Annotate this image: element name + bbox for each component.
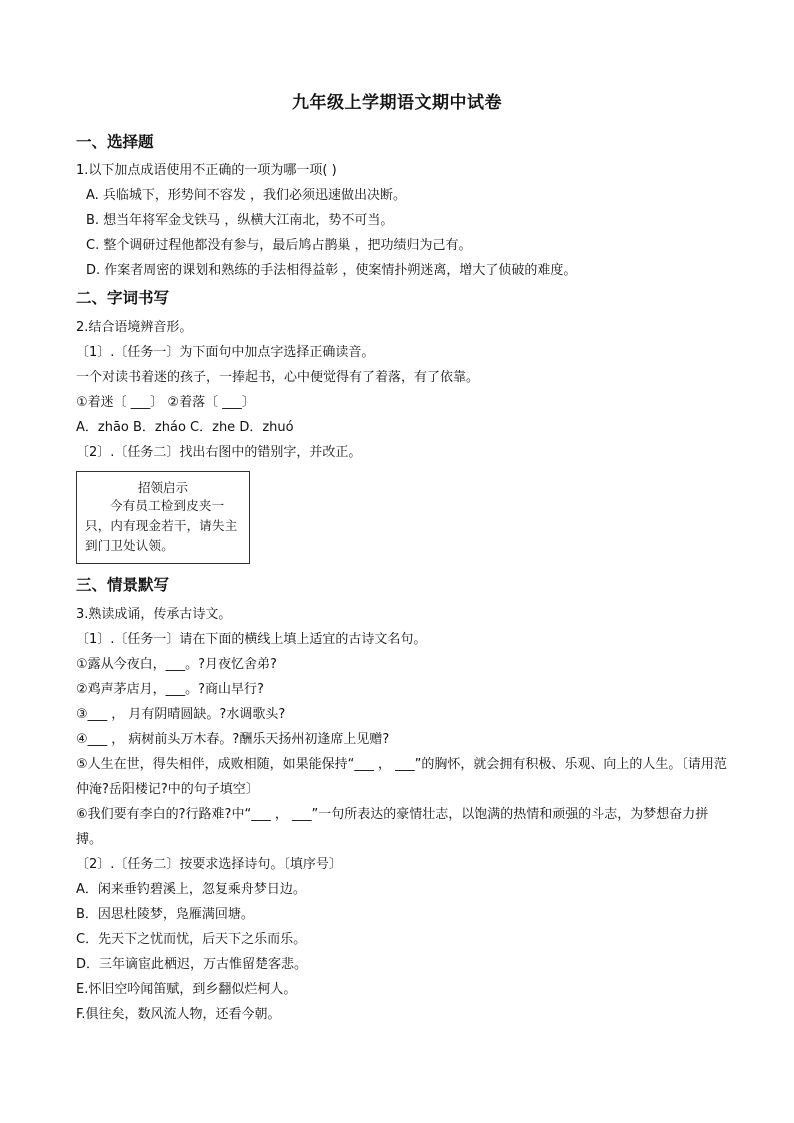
notice-title: 招领启示 xyxy=(137,480,188,495)
question-3-choice-c: C．先天下之忧而忧，后天下之乐而乐。 xyxy=(76,932,307,947)
question-3-item-1: ①露从今夜白，___。?月夜忆舍弟? xyxy=(76,657,277,672)
question-3-item-2: ②鸡声茅店月，___。?商山早行? xyxy=(76,682,264,697)
question-1-option-c: C. 整个调研过程他都没有参与，最后鸠占鹊巢 ，把功绩归为己有。 xyxy=(86,238,472,253)
question-3-choice-a: A．闲来垂钓碧溪上，忽复乘舟梦日边。 xyxy=(76,882,306,897)
question-2-pinyin-choices: A．zhāo B．zháo C．zhe D．zhuó xyxy=(76,420,294,435)
notice-image xyxy=(76,471,250,564)
question-1-option-d: D. 作案者周密的课划和熟练的手法相得益彰 ，使案情扑朔迷离，增大了侦破的难度。 xyxy=(86,263,577,278)
question-3-task-1: 〔1〕.〔任务一〕请在下面的横线上填上适宜的古诗文名句。 xyxy=(76,632,427,647)
question-1-option-b: B. 想当年将军金戈铁马 ，纵横大江南北，势不可当。 xyxy=(86,213,394,228)
question-3-task-2: 〔2〕.〔任务二〕按要求选择诗句。〔填序号〕 xyxy=(76,857,342,872)
question-2-blanks: ①着迷〔 ___〕 ②着落〔 ___〕 xyxy=(76,395,255,410)
question-2-sentence: 一个对读书着迷的孩子，一捧起书，心中便觉得有了着落，有了依靠。 xyxy=(76,370,480,385)
section-heading-words: 二、字词书写 xyxy=(76,289,170,307)
question-3-item-6: ⑥我们要有李白的?行路难?中“___ ， ___”一句所表达的豪情壮志，以饱满的热情和顽强的斗志，为梦想奋力拼搏。 xyxy=(76,807,709,847)
question-3-choice-e: E.怀旧空吟闻笛赋，到乡翻似烂柯人。 xyxy=(76,982,297,997)
question-1-stem: 1.以下加点成语使用不正确的一项为哪一项( ) xyxy=(76,163,337,178)
question-3-item-3: ③___ ， 月有阴晴圆缺。?水调歌头? xyxy=(76,707,286,722)
question-1-option-a: A. 兵临城下，形势间不容发 ，我们必须迅速做出决断。 xyxy=(86,188,407,203)
page-title: 九年级上学期语文期中试卷 xyxy=(292,93,502,113)
question-3-choice-b: B．因思杜陵梦，凫雁满回塘。 xyxy=(76,907,254,922)
section-heading-choice: 一、选择题 xyxy=(76,133,154,151)
question-3-item-5: ⑤人生在世，得失相伴，成败相随，如果能保持“___ ， ___”的胸怀，就会拥有积极、乐观、向上的人生。〔请用范仲淹?岳阳楼记?中的句子填空〕 xyxy=(76,757,727,797)
question-2-task-2: 〔2〕.〔任务二〕找出右图中的错别字，并改正。 xyxy=(76,445,362,460)
question-2-task-1: 〔1〕.〔任务一〕为下面句中加点字选择正确读音。 xyxy=(76,345,375,360)
question-2-stem: 2.结合语境辨音形。 xyxy=(76,320,193,335)
question-3-choice-d: D．三年谪宦此栖迟，万古惟留楚客悲。 xyxy=(76,957,308,972)
question-3-choice-f: F.俱往矣，数风流人物，还看今朝。 xyxy=(76,1007,281,1022)
section-heading-recitation: 三、情景默写 xyxy=(76,576,170,594)
notice-body: 今有员工检到皮夹一只，内有现金若干，请失主到门卫处认领。 xyxy=(85,498,238,553)
question-3-stem: 3.熟读成诵，传承古诗文。 xyxy=(76,607,232,622)
question-3-item-4: ④___ ， 病树前头万木春。?酬乐天扬州初逢席上见赠? xyxy=(76,732,390,747)
